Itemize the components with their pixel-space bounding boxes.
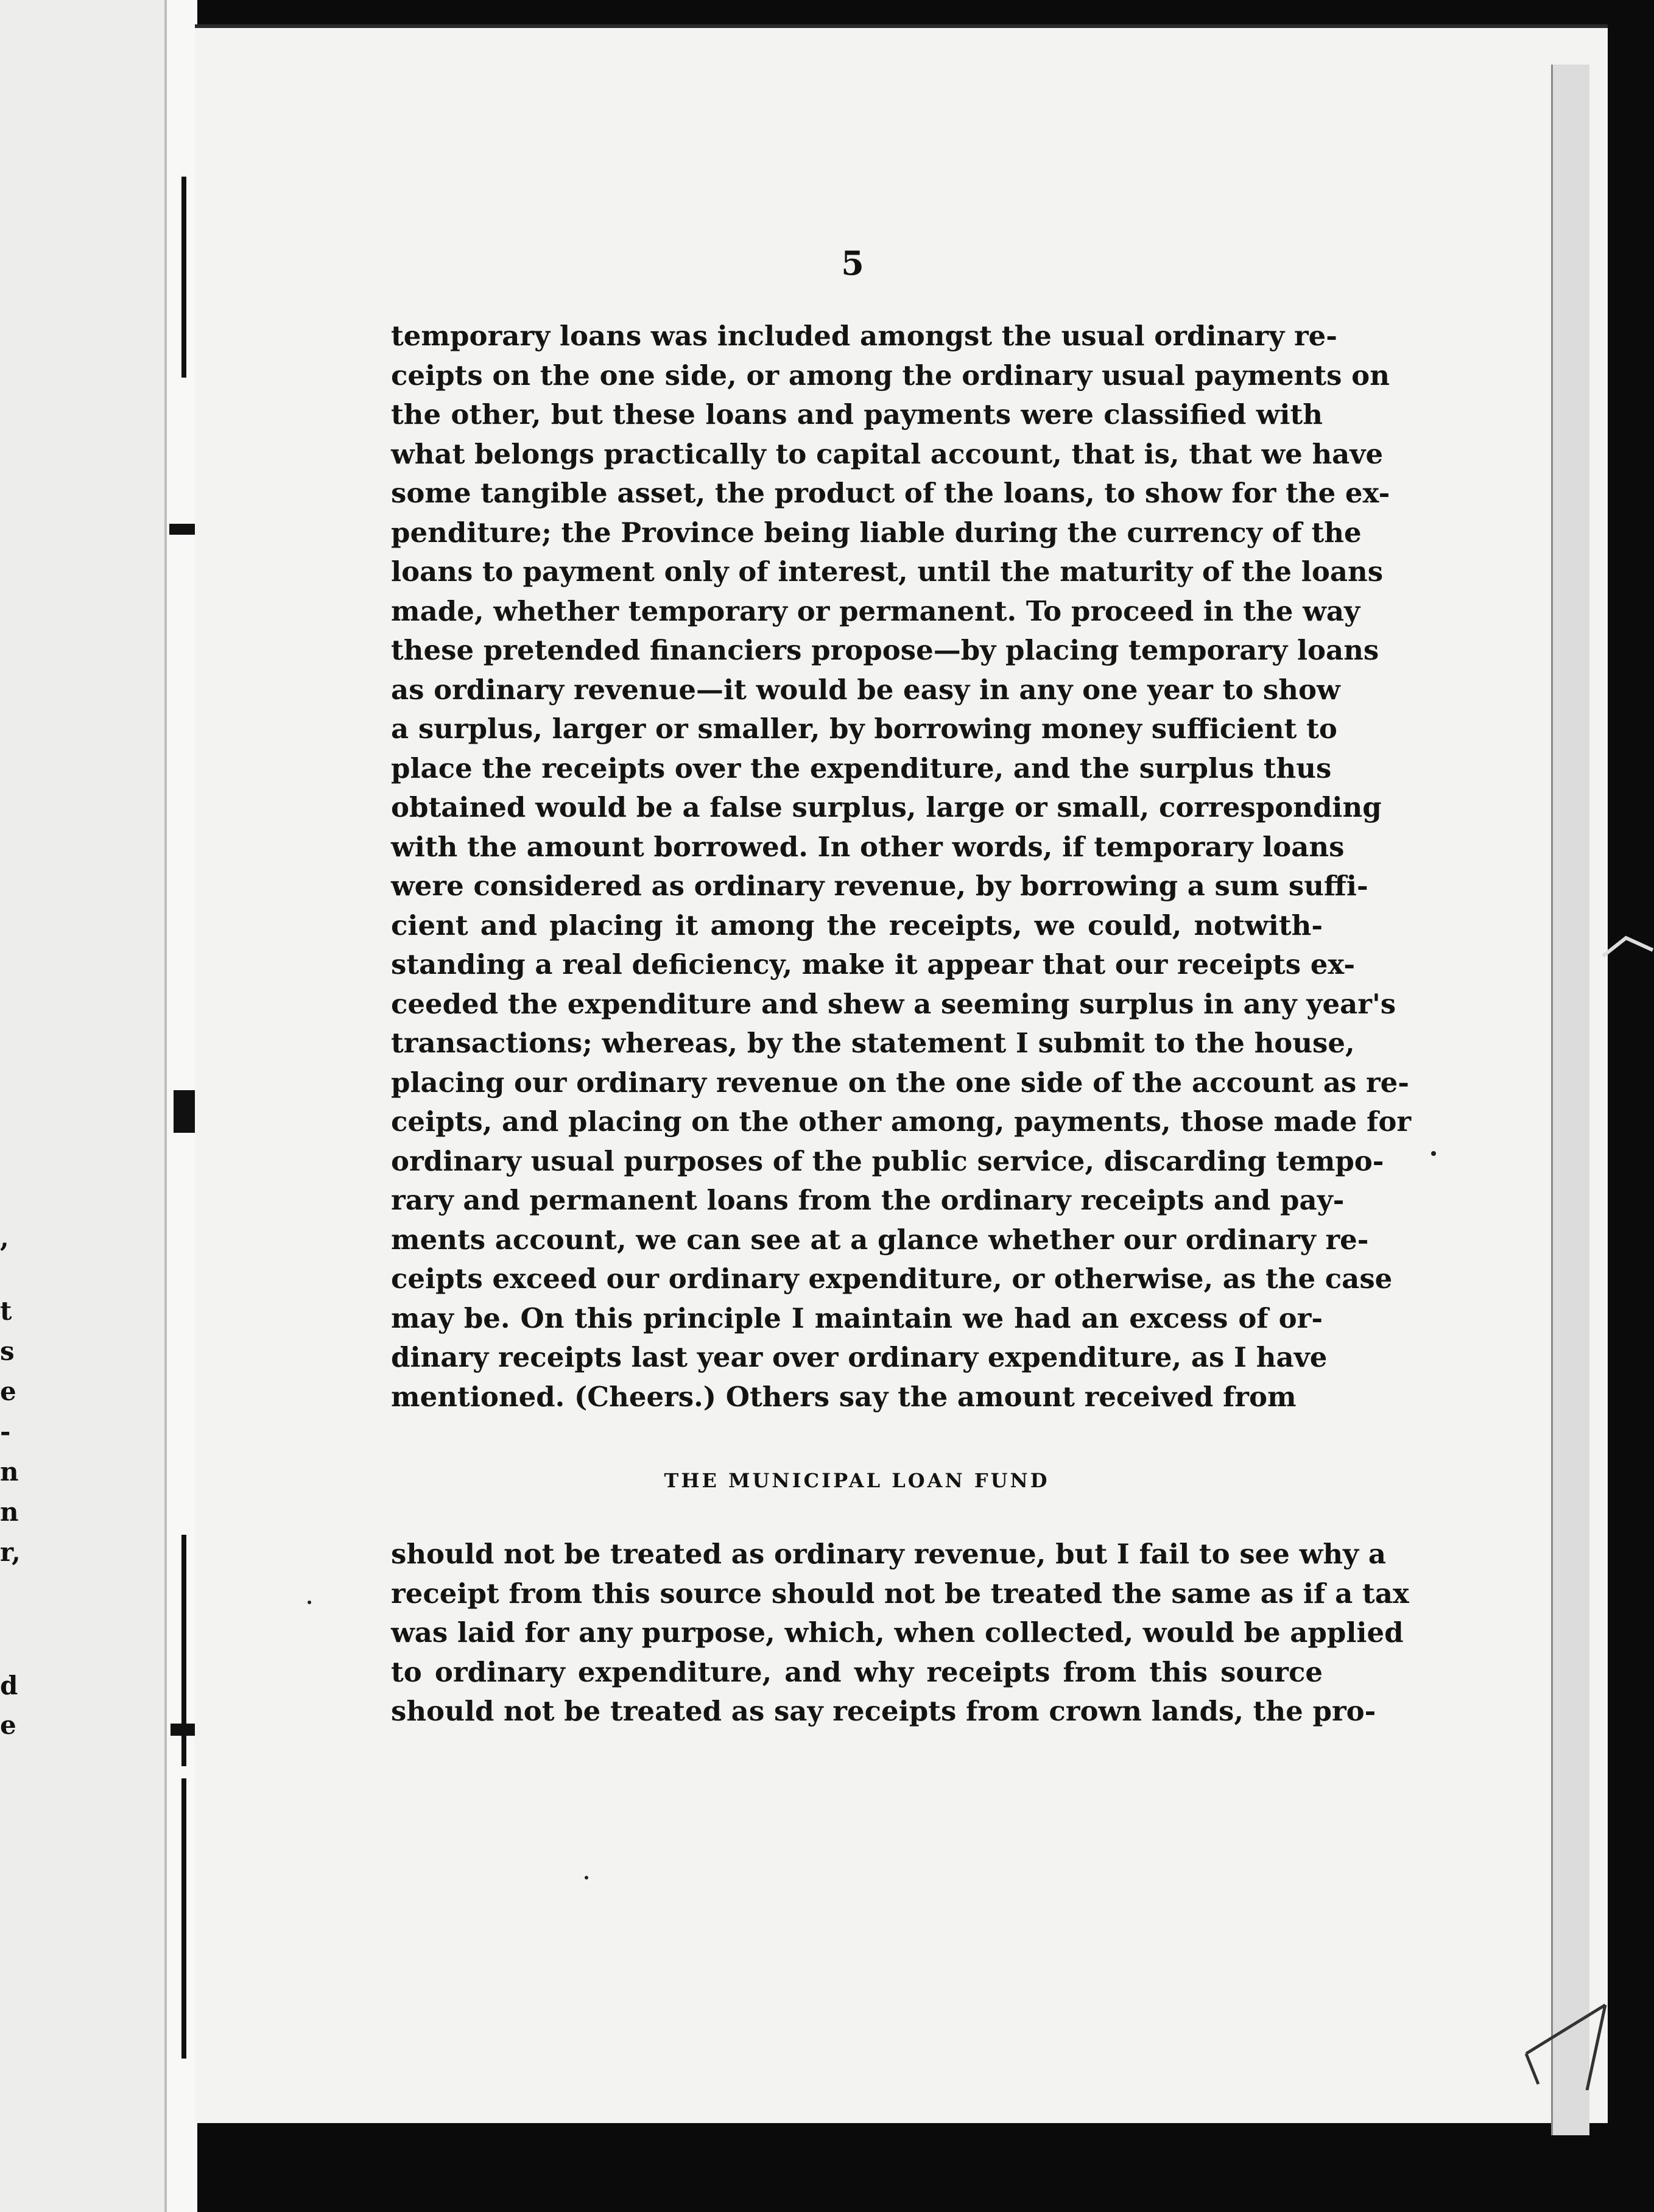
page-number: 5 — [841, 244, 864, 283]
page-corner-mark — [1514, 1993, 1611, 2090]
facing-page-fragment: , — [0, 1223, 9, 1253]
binding-stitch — [181, 1778, 186, 2059]
text-line: cient and placing it among the receipts, we could, notwith- — [391, 909, 1323, 942]
text-line: may be. On this principle I maintain we had an excess of or- — [391, 1301, 1323, 1334]
text-line: place the receipts over the expenditure, and the surplus thus — [391, 752, 1332, 784]
text-line: penditure; the Province being liable during the currency of the — [391, 516, 1362, 549]
text-line: ments account, we can see at a glance whether our ordinary re- — [391, 1223, 1369, 1256]
text-line: some tangible asset, the product of the loans, to show for the ex- — [391, 477, 1390, 509]
text-line: rary and permanent loans from the ordinary receipts and pay- — [391, 1184, 1345, 1216]
text-line: obtained would be a false surplus, large or small, corresponding — [391, 791, 1382, 823]
text-line: should not be treated as say receipts from crown lands, the pro- — [391, 1695, 1376, 1727]
facing-page-edge — [0, 0, 183, 2212]
text-line: should not be treated as ordinary revenue, but I fail to see why a — [391, 1538, 1387, 1570]
ink-speck — [1431, 1151, 1436, 1156]
facing-page-fragment: r, — [0, 1537, 21, 1567]
text-line: with the amount borrowed. In other words, if temporary loans — [391, 830, 1345, 863]
text-line: these pretended financiers propose—by placing temporary loans — [391, 634, 1379, 666]
text-line: dinary receipts last year over ordinary expenditure, as I have — [391, 1341, 1328, 1373]
section-heading: THE MUNICIPAL LOAN FUND — [664, 1469, 1050, 1492]
text-line: standing a real deficiency, make it appear that our receipts ex- — [391, 948, 1356, 981]
page-edge-mark — [1602, 932, 1654, 968]
facing-page-fragment: t — [0, 1296, 12, 1326]
binding-stitch — [181, 177, 186, 378]
ink-speck — [308, 1601, 311, 1604]
text-line: ceipts, and placing on the other among, payments, those made for — [391, 1105, 1412, 1138]
text-line: ceeded the expenditure and shew a seeming surplus in any year's — [391, 987, 1396, 1020]
text-line: receipt from this source should not be treated the same as if a tax — [391, 1577, 1409, 1610]
facing-page-fragment: - — [0, 1417, 11, 1446]
text-line: what belongs practically to capital account, that is, that we have — [391, 437, 1384, 470]
text-line: were considered as ordinary revenue, by borrowing a sum suffi- — [391, 870, 1368, 902]
facing-page-fragment: e — [0, 1376, 16, 1406]
text-line: temporary loans was included amongst the usual ordinary re- — [391, 320, 1337, 352]
text-line: the other, but these loans and payments were classified with — [391, 398, 1323, 431]
facing-page-fragment: s — [0, 1336, 15, 1366]
text-line: ceipts exceed our ordinary expenditure, or otherwise, as the case — [391, 1263, 1393, 1295]
facing-page-fragment: e — [0, 1710, 16, 1740]
body-paragraph — [391, 317, 1412, 1417]
text-line: ceipts on the one side, or among the ordinary usual payments on — [391, 359, 1390, 392]
text-line: to ordinary expenditure, and why receipts from this source — [391, 1655, 1323, 1688]
text-line: loans to payment only of interest, until the maturity of the loans — [391, 555, 1384, 588]
text-line: as ordinary revenue—it would be easy in any one year to show — [391, 673, 1340, 706]
facing-page-fragment: d — [0, 1671, 18, 1700]
text-line: transactions; whereas, by the statement I submit to the house, — [391, 1027, 1355, 1059]
facing-page-fragment: n — [0, 1457, 19, 1487]
text-line: a surplus, larger or smaller, by borrowing money sufficient to — [391, 713, 1337, 745]
page-edge-shadow — [1551, 65, 1589, 2135]
continued-paragraph — [391, 1535, 1409, 1731]
binding-stitch — [174, 1090, 198, 1133]
text-line: placing our ordinary revenue on the one side of the account as re- — [391, 1066, 1409, 1099]
text-line: was laid for any purpose, which, when collected, would be applied — [391, 1616, 1404, 1649]
text-line: ordinary usual purposes of the public service, discarding tempo- — [391, 1144, 1384, 1177]
text-line: made, whether temporary or permanent. To proceed in the way — [391, 594, 1360, 627]
text-line: mentioned. (Cheers.) Others say the amount received from — [391, 1380, 1297, 1413]
facing-page-fragment: n — [0, 1497, 19, 1527]
ink-speck — [585, 1876, 588, 1879]
